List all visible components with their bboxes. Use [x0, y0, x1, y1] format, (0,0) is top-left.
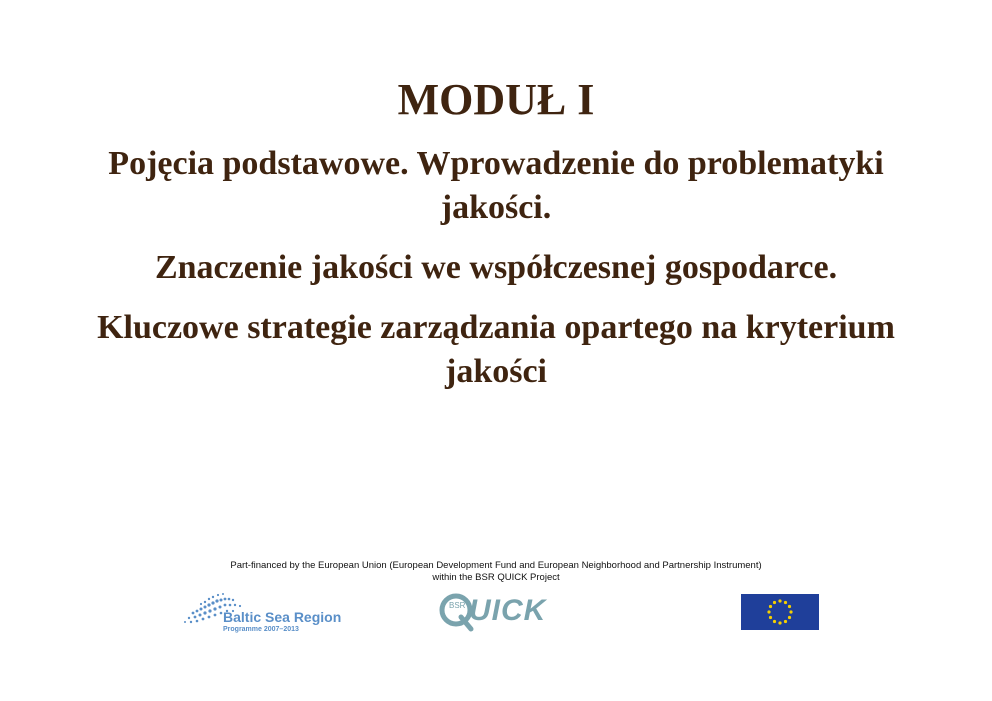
quick-project-name: UICK — [469, 594, 547, 627]
quick-project-logo — [437, 591, 582, 635]
funding-note — [0, 560, 992, 584]
quick-bsr-letters: BSR — [449, 601, 466, 610]
subtitle-line-1: Pojęcia podstawowe. Wprowadzenie do problematyki jakości. — [108, 145, 884, 226]
baltic-sea-region-subtitle: Programme 2007–2013 — [223, 626, 299, 633]
logo-bar — [0, 585, 992, 645]
slide-subtitle-block — [60, 142, 932, 394]
funding-note-line-1: Part-financed by the European Union (European Development Fund and European Neighborhood and Partnership Instrument) — [230, 560, 762, 571]
subtitle-line-2: Znaczenie jakości we współczesnej gospodarce. — [154, 249, 838, 286]
subtitle-line-3: Kluczowe strategie zarządzania opartego na kryterium jakości — [97, 309, 895, 390]
baltic-sea-region-name: Baltic Sea Region — [223, 609, 342, 625]
eu-flag-logo — [741, 594, 819, 630]
funding-note-line-2: within the BSR QUICK Project — [432, 572, 560, 583]
baltic-sea-region-logo — [183, 591, 358, 637]
slide-title: MODUŁ I — [397, 75, 595, 124]
eu-flag-icon — [741, 594, 819, 630]
